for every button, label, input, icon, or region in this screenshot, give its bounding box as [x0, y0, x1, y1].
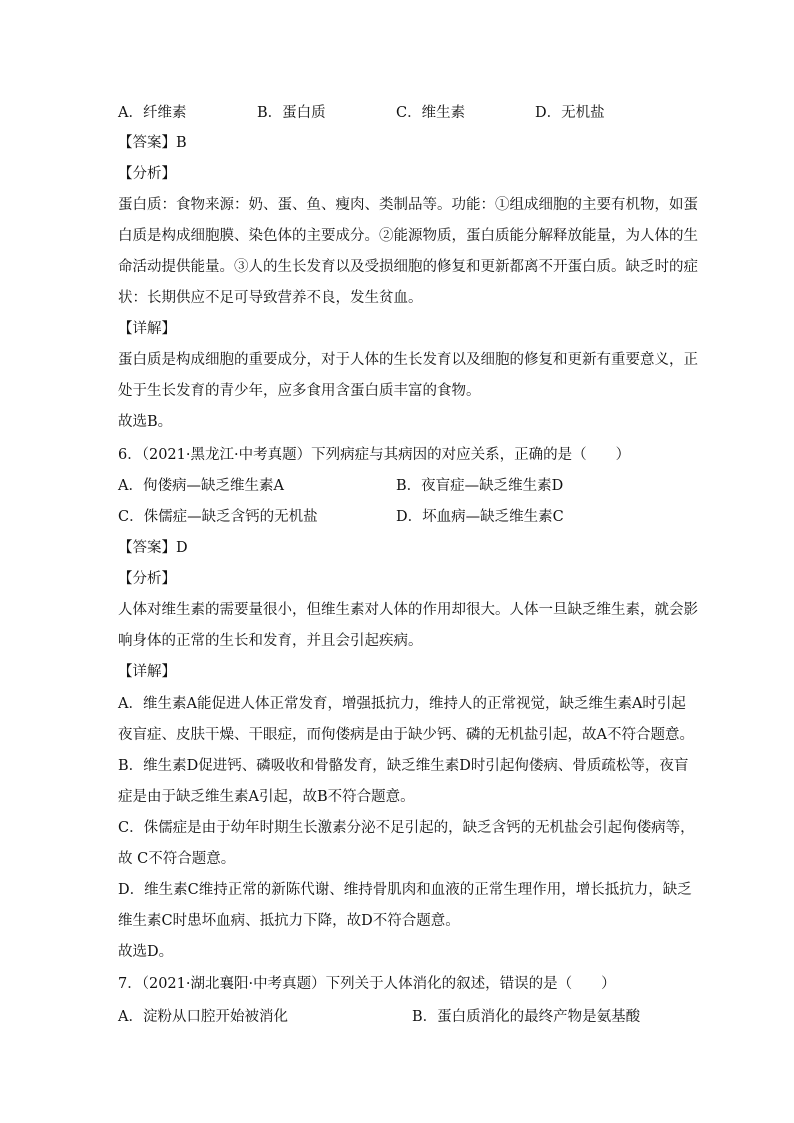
q5-conclusion: 故选B。 — [118, 414, 173, 430]
q7-option-a: A．淀粉从口腔开始被消化 — [118, 1009, 288, 1025]
q5-analysis-line-2: 白质是构成细胞膜、染色体的主要成分。②能源物质，蛋白质能分解释放能量，为人体的生 — [118, 228, 698, 244]
q6-answer: 【答案】D — [118, 540, 188, 556]
q7-option-b: B．蛋白质消化的最终产物是氨基酸 — [412, 1009, 641, 1025]
q6-detail-line-4: 症是由于缺乏维生素A引起，故B不符合题意。 — [118, 789, 415, 805]
q6-option-a: A．佝偻病—缺乏维生素A — [118, 478, 284, 494]
q5-detail-line-1: 蛋白质是构成细胞的重要成分，对于人体的生长发育以及细胞的修复和更新有重要意义，正 — [118, 352, 698, 368]
q6-detail-heading: 【详解】 — [118, 664, 176, 680]
q5-analysis-heading: 【分析】 — [118, 166, 176, 182]
q6-analysis-line-2: 响身体的正常的生长和发育，并且会引起疾病。 — [118, 633, 423, 649]
q5-option-c: C．维生素 — [396, 105, 466, 121]
q6-conclusion: 故选D。 — [118, 944, 174, 960]
q6-analysis-line-1: 人体对维生素的需要量很小，但维生素对人体的作用却很大。人体一旦缺乏维生素，就会影 — [118, 602, 698, 618]
q6-detail-line-7: D．维生素C维持正常的新陈代谢、维持骨肌肉和血液的正常生理作用，增长抵抗力，缺乏 — [118, 882, 692, 898]
q5-detail-heading: 【详解】 — [118, 321, 176, 337]
q5-answer: 【答案】B — [118, 135, 187, 151]
q6-option-c: C．侏儒症—缺乏含钙的无机盐 — [118, 509, 318, 525]
q6-detail-line-6: 故 C不符合题意。 — [118, 851, 236, 867]
q6-stem: 6．（2021·黑龙江·中考真题）下列病症与其病因的对应关系，正确的是（ ） — [118, 447, 631, 463]
q5-analysis-line-1: 蛋白质：食物来源：奶、蛋、鱼、瘦肉、类制品等。功能：①组成细胞的主要有机物，如蛋 — [118, 197, 698, 213]
q6-analysis-heading: 【分析】 — [118, 571, 176, 587]
q6-option-b: B．夜盲症—缺乏维生素D — [396, 478, 564, 494]
q5-option-a: A．纤维素 — [118, 105, 187, 121]
q6-detail-line-1: A．维生素A能促进人体正常发育，增强抵抗力，维持人的正常视觉，缺乏维生素A时引起 — [118, 696, 686, 712]
q6-option-d: D．坏血病—缺乏维生素C — [396, 509, 564, 525]
q6-detail-line-2: 夜盲症、皮肤干燥、干眼症，而佝偻病是由于缺少钙、磷的无机盐引起，故A不符合题意。 — [118, 727, 694, 743]
q6-detail-line-3: B．维生素D促进钙、磷吸收和骨骼发育，缺乏维生素D时引起佝偻病、骨质疏松等，夜盲 — [118, 758, 689, 774]
q5-analysis-line-3: 命活动提供能量。③人的生长发育以及受损细胞的修复和更新都离不开蛋白质。缺乏时的症 — [118, 259, 698, 275]
q5-analysis-line-4: 状：长期供应不足可导致营养不良，发生贫血。 — [118, 290, 423, 306]
q6-detail-line-8: 维生素C时患坏血病、抵抗力下降，故D不符合题意。 — [118, 913, 460, 929]
q7-stem: 7．（2021·湖北襄阳·中考真题）下列关于人体消化的叙述，错误的是（ ） — [118, 976, 616, 992]
q5-option-d: D．无机盐 — [535, 105, 605, 121]
q6-detail-line-5: C．侏儒症是由于幼年时期生长激素分泌不足引起的，缺乏含钙的无机盐会引起佝偻病等， — [118, 820, 695, 836]
q5-detail-line-2: 处于生长发育的青少年，应多食用含蛋白质丰富的食物。 — [118, 383, 481, 399]
q5-option-b: B．蛋白质 — [257, 105, 326, 121]
